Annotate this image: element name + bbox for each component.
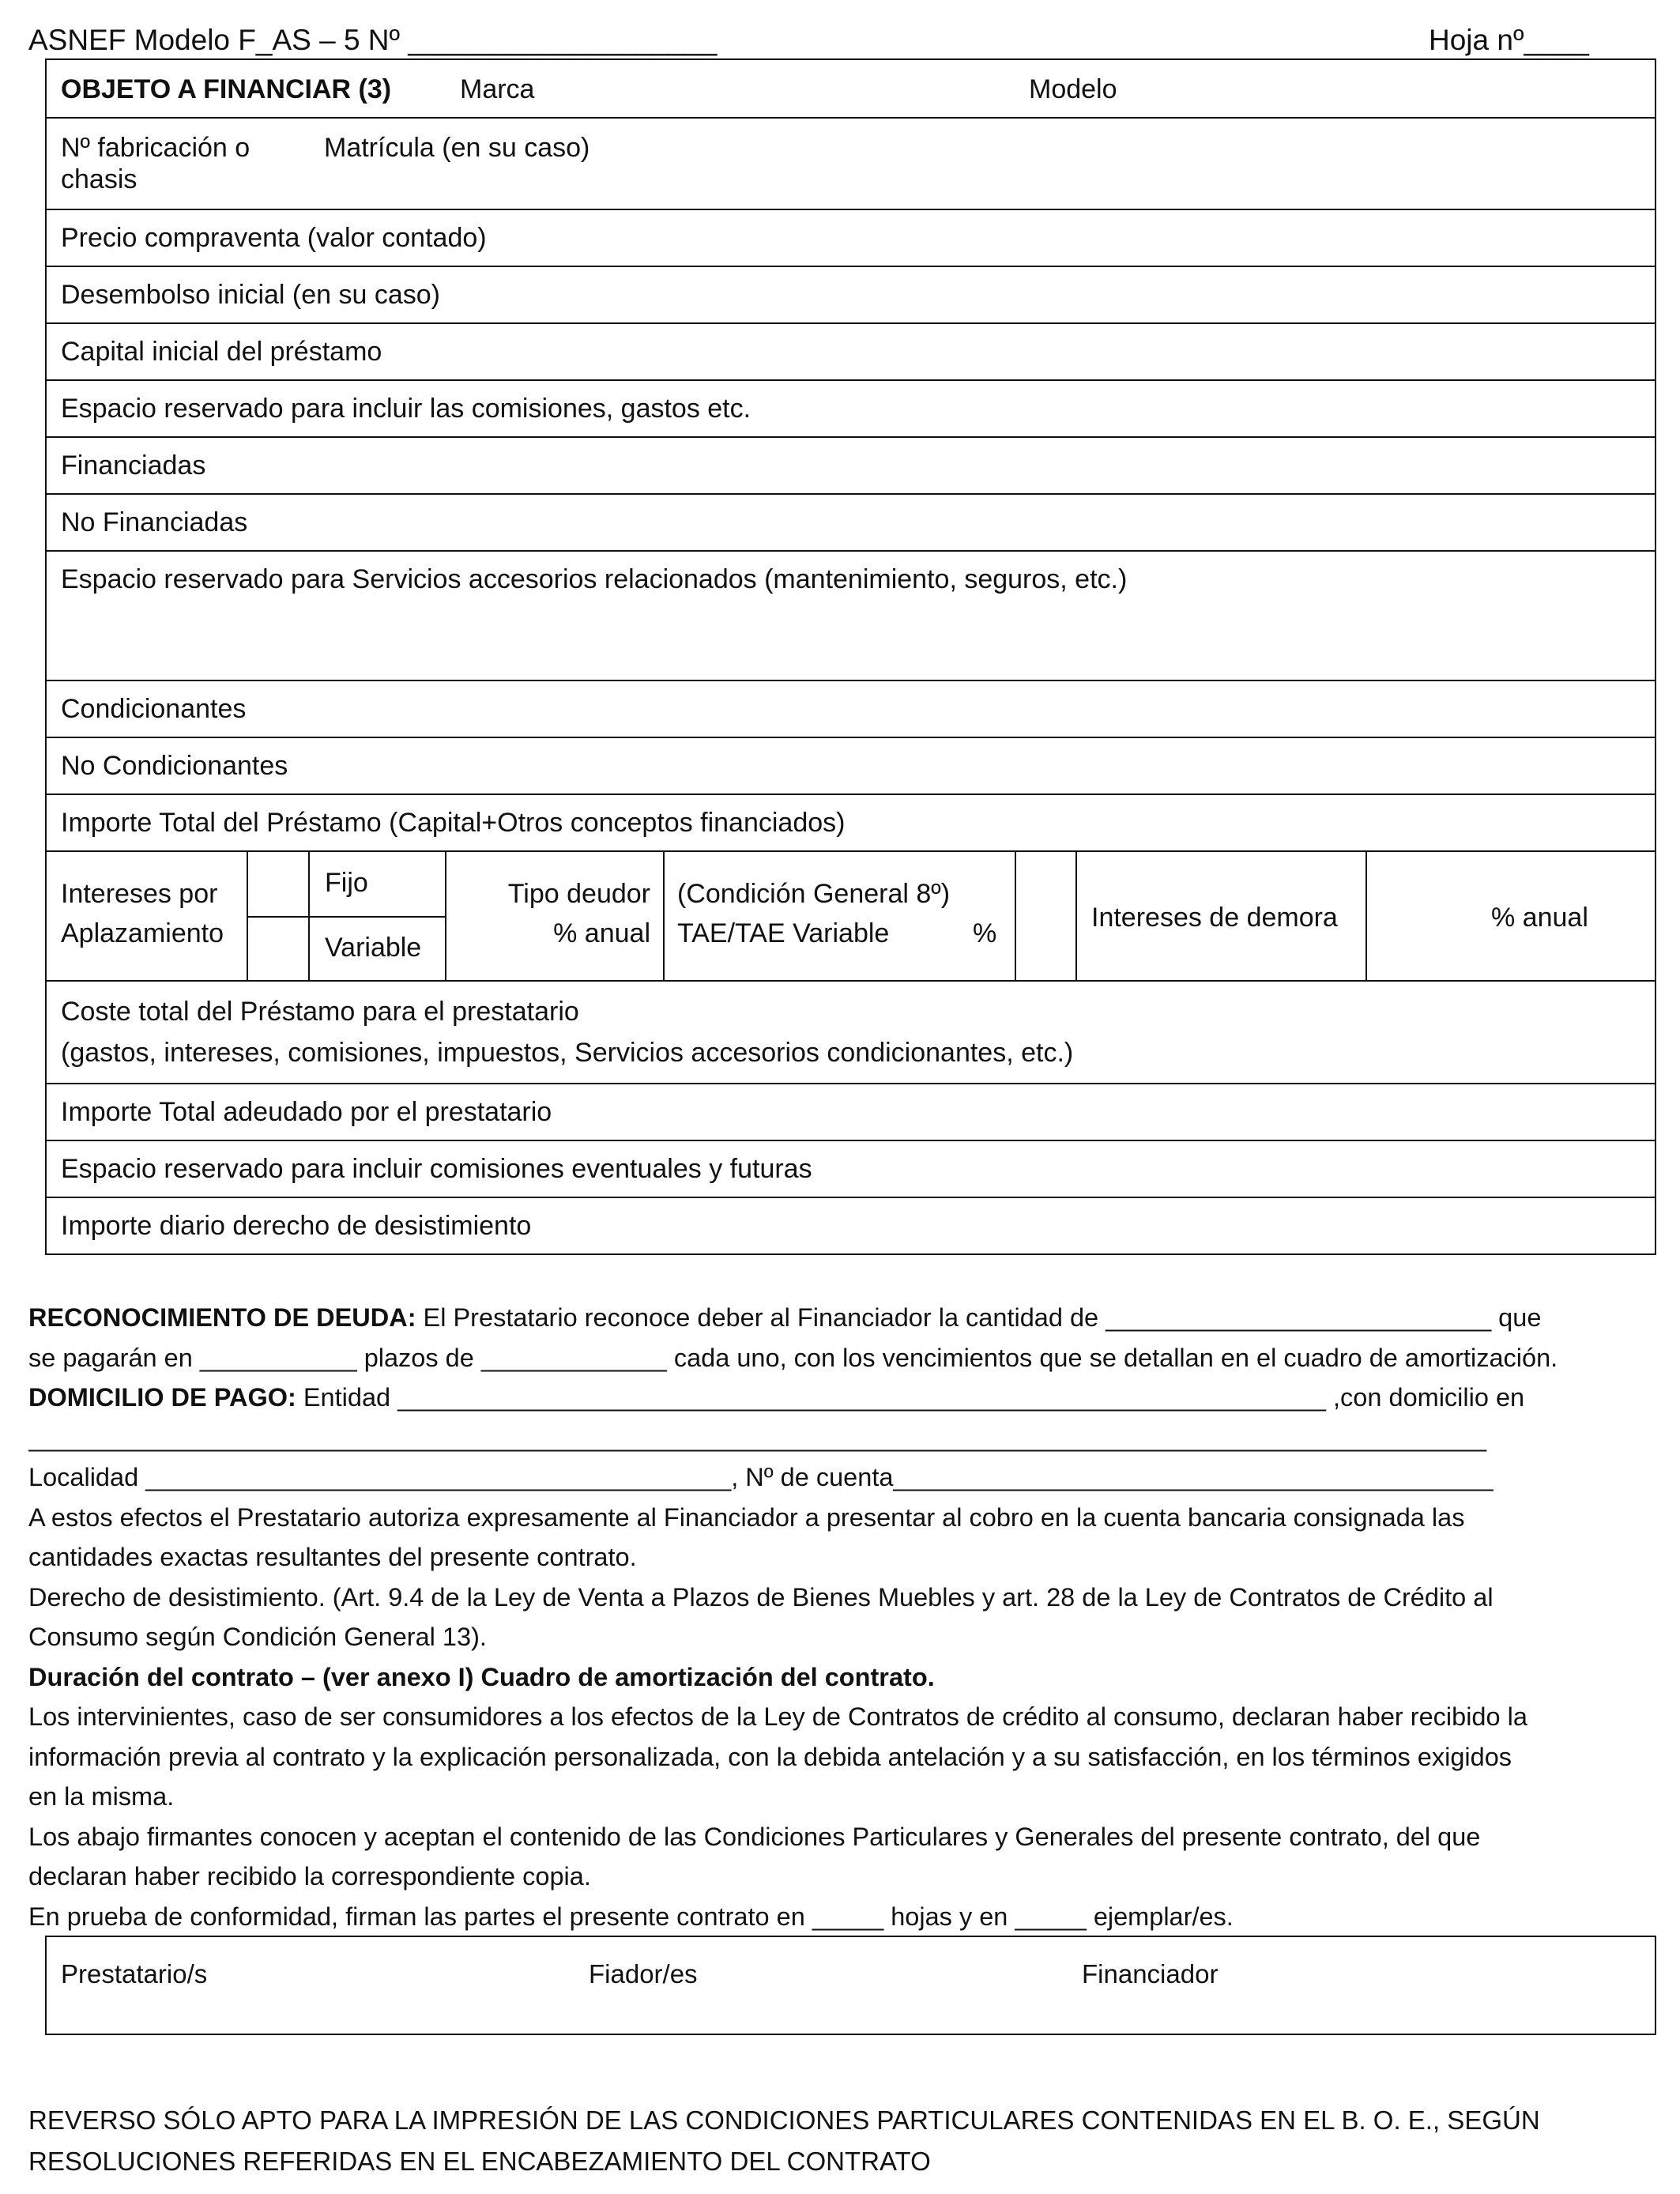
autoriza-l2: cantidades exactas resultantes del presente contrato. (28, 1543, 637, 1571)
fabricacion-row[interactable] (46, 118, 1656, 209)
fijo-label: Fijo (325, 868, 368, 898)
duracion-heading: Duración del contrato – (ver anexo I) Cuadro de amortización del contrato. (28, 1662, 935, 1691)
tae-percent: % (973, 918, 997, 948)
financiadas-row[interactable] (46, 437, 1656, 494)
desistimiento-l2: Consumo según Condición General 13). (28, 1623, 487, 1651)
intereses-demora-label: Intereses de demora (1091, 903, 1338, 933)
financing-form-table (45, 58, 1656, 1255)
reverso-l1: REVERSO SÓLO APTO PARA LA IMPRESIÓN DE LAS CONDICIONES PARTICULARES CONTENIDAS EN EL B. O. E., SEGÚN (28, 2105, 1540, 2135)
no-financiadas-row[interactable] (46, 494, 1656, 551)
intereses-aplazamiento-l1: Intereses por (61, 879, 218, 909)
no-condicionantes-row[interactable] (46, 737, 1656, 794)
reverso-l2: RESOLUCIONES REFERIDAS EN EL ENCABEZAMIENTO DEL CONTRATO (28, 2147, 931, 2176)
variable-label: Variable (325, 933, 422, 963)
desistimiento-l1: Derecho de desistimiento. (Art. 9.4 de la Ley de Venta a Plazos de Bienes Muebles y art. 28 de la Ley de Contratos de Crédito al (28, 1582, 1494, 1612)
capital-row[interactable] (46, 323, 1656, 380)
comisiones-label: Espacio reservado para incluir las comisiones, gastos etc. (61, 393, 751, 424)
coste-total-l2: (gastos, intereses, comisiones, impuestos, Servicios accesorios condicionantes, etc.) (61, 1038, 1074, 1068)
plazos-line: se pagarán en ___________ plazos de _____________ cada uno, con los vencimientos que se detallan en el cuadro de amortización. (28, 1343, 1558, 1372)
condicion-general-label: (Condición General 8º) (677, 879, 951, 909)
no-financiadas-label: No Financiadas (61, 507, 248, 537)
financiador-signature-label: Financiador (1082, 1959, 1219, 1989)
variable-checkbox[interactable] (248, 918, 308, 978)
tae-value-field[interactable] (1016, 852, 1075, 980)
autoriza-l1: A estos efectos el Prestatario autoriza expresamente al Financiador a presentar al cobro en la cuenta bancaria consignada las (28, 1502, 1465, 1532)
tae-label: TAE/TAE Variable (677, 918, 890, 948)
comisiones-eventuales-row[interactable] (46, 1140, 1656, 1197)
importe-diario-label: Importe diario derecho de desistimiento (61, 1210, 532, 1241)
sheet-number: Hoja nº____ (1429, 24, 1589, 56)
importe-adeudado-row[interactable] (46, 1084, 1656, 1140)
domicilio-text: Entidad _________________________________________________________________ ,con domicilio en (296, 1383, 1525, 1412)
prueba-conformidad: En prueba de conformidad, firman las partes el presente contrato en _____ hojas y en _____ ejemplar/es. (28, 1902, 1234, 1931)
precio-label: Precio compraventa (valor contado) (61, 222, 487, 253)
tipo-deudor-label: Tipo deudor (507, 879, 650, 909)
intereses-aplazamiento-l2: Aplazamiento (61, 918, 224, 948)
desembolso-row[interactable] (46, 266, 1656, 323)
reconocimiento-heading: RECONOCIMIENTO DE DEUDA: (28, 1303, 416, 1332)
domicilio-blank-line: ____________________________________________________________________________________________________________ (28, 1423, 1486, 1452)
abajo-firmantes-l1: Los abajo firmantes conocen y aceptan el contenido de las Condiciones Particulares y Generales del presente contrato, del que (28, 1822, 1481, 1851)
tipo-anual-label: % anual (553, 918, 650, 948)
financiadas-label: Financiadas (61, 450, 206, 481)
fabricacion-label-l1: Nº fabricación o (61, 133, 250, 163)
objeto-row[interactable] (46, 59, 1656, 118)
servicios-row[interactable] (46, 551, 1656, 680)
intervinientes-l2: información previa al contrato y la explicación personalizada, con la debida antelación y a su satisfacción, en los términos exigidos (28, 1742, 1512, 1771)
fiador-signature-label: Fiador/es (589, 1959, 698, 1989)
abajo-firmantes-l2: declaran haber recibido la correspondiente copia. (28, 1862, 591, 1891)
comisiones-row[interactable] (46, 380, 1656, 437)
form-header-model: ASNEF Modelo F_AS – 5 Nº ___________________ (28, 24, 718, 56)
reconocimiento-text: El Prestatario reconoce deber al Financiador la cantidad de ___________________________ que (416, 1303, 1542, 1332)
intervinientes-l1: Los intervinientes, caso de ser consumidores a los efectos de la Ley de Contratos de crédito al consumo, declaran haber recibido la (28, 1702, 1527, 1731)
prestatario-signature-label: Prestatario/s (61, 1959, 208, 1989)
marca-label: Marca (460, 74, 535, 104)
demora-anual-label: % anual (1491, 903, 1588, 933)
matricula-label: Matrícula (en su caso) (324, 133, 590, 163)
modelo-label: Modelo (1029, 74, 1117, 104)
contract-body (28, 1298, 1648, 1936)
signature-box[interactable] (45, 1936, 1656, 2035)
fijo-checkbox[interactable] (248, 854, 308, 916)
condicionantes-label: Condicionantes (61, 693, 247, 724)
importe-total-prestamo-row[interactable] (46, 794, 1656, 851)
servicios-label: Espacio reservado para Servicios accesorios relacionados (mantenimiento, seguros, etc.) (61, 564, 1128, 594)
capital-label: Capital inicial del préstamo (61, 336, 382, 367)
condicionantes-row[interactable] (46, 680, 1656, 737)
reconocimiento-paragraph (28, 1298, 1648, 1338)
desembolso-label: Desembolso inicial (en su caso) (61, 279, 440, 310)
intervinientes-l3: en la misma. (28, 1782, 175, 1811)
objeto-title: OBJETO A FINANCIAR (3) (61, 74, 392, 104)
domicilio-paragraph (28, 1378, 1648, 1418)
importe-diario-row[interactable] (46, 1197, 1656, 1254)
coste-total-l1: Coste total del Préstamo para el prestatario (61, 997, 579, 1027)
precio-row[interactable] (46, 209, 1656, 266)
comisiones-eventuales-label: Espacio reservado para incluir comisiones eventuales y futuras (61, 1153, 812, 1184)
no-condicionantes-label: No Condicionantes (61, 750, 288, 781)
localidad-line: Localidad _________________________________________, Nº de cuenta__________________________________________ (28, 1463, 1494, 1491)
importe-total-prestamo-label: Importe Total del Préstamo (Capital+Otros conceptos financiados) (61, 807, 846, 838)
intereses-row (46, 851, 1656, 981)
importe-adeudado-label: Importe Total adeudado por el prestatario (61, 1096, 552, 1127)
domicilio-heading: DOMICILIO DE PAGO: (28, 1383, 296, 1412)
coste-total-row[interactable] (46, 981, 1656, 1084)
reverso-notice (28, 2100, 1656, 2182)
fabricacion-label-l2: chasis (61, 164, 137, 194)
